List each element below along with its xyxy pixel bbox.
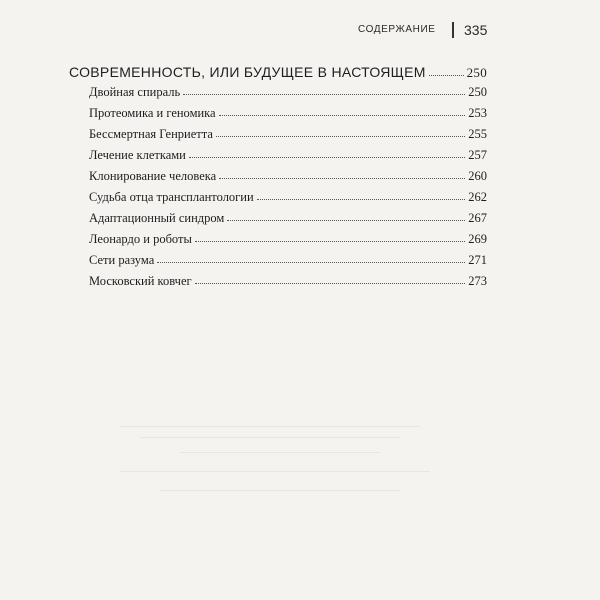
dot-leader — [157, 261, 465, 263]
toc-item[interactable] — [89, 190, 487, 205]
toc-item-page-number: 257 — [468, 148, 487, 162]
toc-item[interactable] — [89, 85, 487, 100]
toc-item-title: Леонардо и роботы — [89, 232, 192, 246]
toc-item-page-number: 255 — [468, 127, 487, 141]
toc-item-title: Лечение клетками — [89, 148, 186, 162]
toc-section-heading[interactable] — [69, 64, 487, 81]
toc-item-page-number: 271 — [468, 253, 487, 267]
toc-item-title: Протеомика и геномика — [89, 106, 216, 120]
dot-leader — [429, 74, 464, 76]
toc-item-page-number: 250 — [468, 85, 487, 99]
running-header-page-number: 335 — [464, 22, 488, 38]
toc-item-page-number: 273 — [468, 274, 487, 288]
dot-leader — [257, 198, 466, 200]
toc-item[interactable] — [89, 127, 487, 142]
dot-leader — [219, 114, 466, 116]
dot-leader — [216, 135, 465, 137]
dot-leader — [227, 219, 465, 221]
running-header-label: СОДЕРЖАНИЕ — [358, 24, 436, 35]
toc-item[interactable] — [89, 232, 487, 247]
toc-item-title: Двойная спираль — [89, 85, 181, 99]
section-page-number: 250 — [466, 65, 487, 80]
toc-item[interactable] — [89, 253, 487, 268]
dot-leader — [219, 177, 465, 179]
header-divider — [452, 22, 454, 38]
dot-leader — [195, 240, 465, 242]
toc-item-page-number: 262 — [468, 190, 487, 204]
toc-item[interactable] — [89, 274, 487, 289]
dot-leader — [183, 93, 465, 95]
toc-item[interactable] — [89, 211, 487, 226]
toc-item-page-number: 267 — [468, 211, 487, 225]
toc-item[interactable] — [89, 148, 487, 163]
toc-item[interactable] — [89, 169, 487, 184]
bleed-through-texture — [120, 420, 450, 570]
toc-item-title: Адаптационный синдром — [89, 211, 225, 225]
dot-leader — [189, 156, 465, 158]
toc-item-page-number: 260 — [468, 169, 487, 183]
toc-item-page-number: 253 — [468, 106, 487, 120]
toc-item-title: Клонирование человека — [89, 169, 217, 183]
dot-leader — [195, 282, 466, 284]
toc-item-page-number: 269 — [468, 232, 487, 246]
toc-item-title: Московский ковчег — [89, 274, 192, 288]
toc-item-title: Сети разума — [89, 253, 155, 267]
toc-item-title: Бессмертная Генриетта — [89, 127, 213, 141]
toc-item[interactable] — [89, 106, 487, 121]
section-title: СОВРЕМЕННОСТЬ, ИЛИ БУДУЩЕЕ В НАСТОЯЩЕМ — [69, 64, 426, 80]
toc-item-title: Судьба отца трансплантологии — [89, 190, 254, 204]
